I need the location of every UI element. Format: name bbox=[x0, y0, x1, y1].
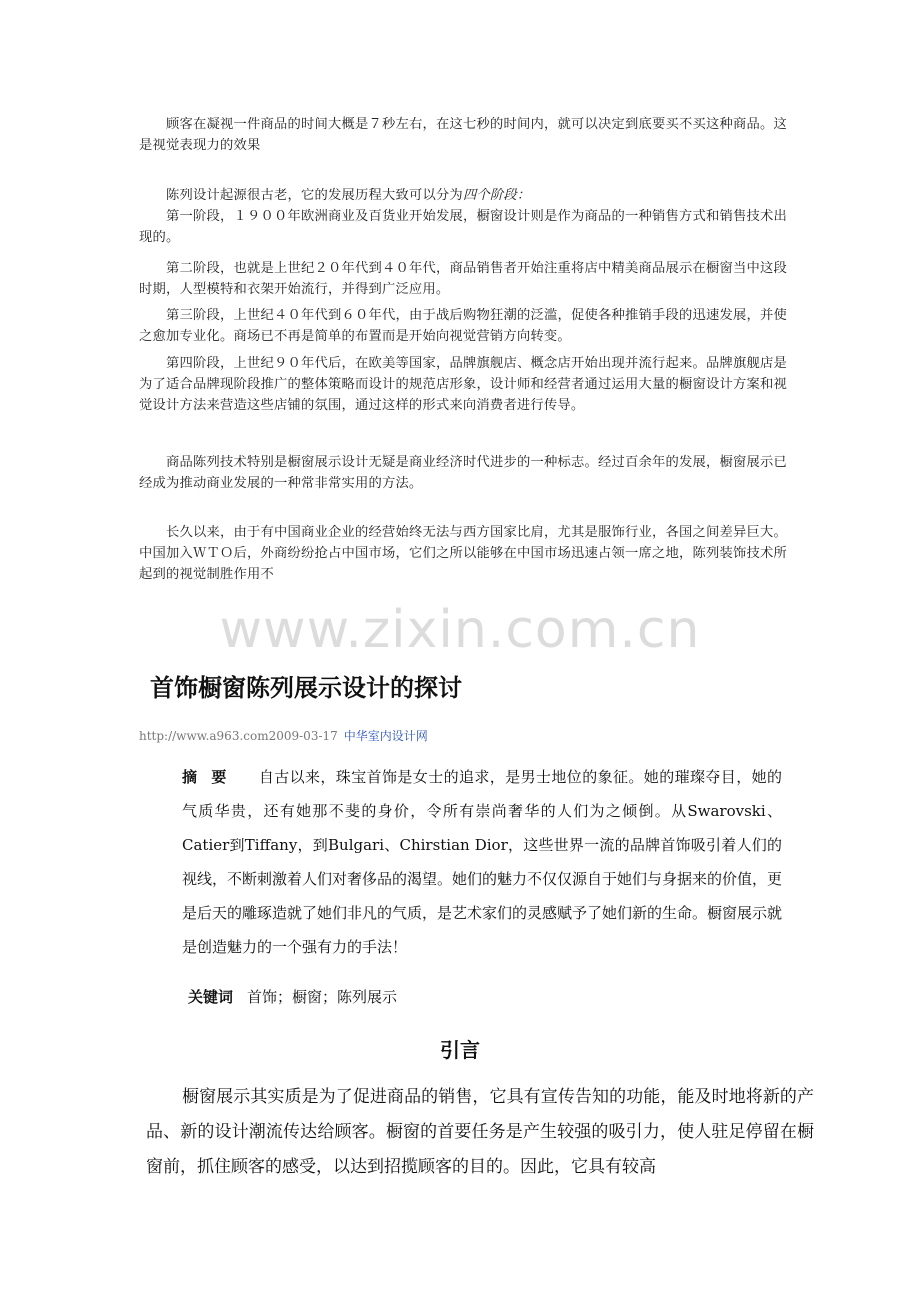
keywords-label: 关键词 bbox=[188, 988, 234, 1006]
paragraph-stage-3: 第三阶段，上世纪４０年代到６０年代，由于战后购物狂潮的泛滥，促使各种推销手段的迅速发展，并使之愈加专业化。商场已不再是简单的布置而是开始向视觉营销方向转变。 bbox=[139, 308, 787, 344]
article-source bbox=[139, 727, 428, 744]
stages-intro-text: 陈列设计起源很古老，它的发展历程大致可以分为 bbox=[166, 188, 463, 203]
section-title-introduction: 引言 bbox=[440, 1038, 480, 1062]
abstract-text: 自古以来，珠宝首饰是女士的追求，是男士地位的象征。她的璀璨夺目，她的气质华贵，还有她那不斐的身价，令所有崇尚奢华的人们为之倾倒。从Swarovski、Catier到Tiffany，到Bulgari、Chirstian Dior，这些世界一流的品牌首饰吸引着人们的视线，不断刺激着人们对奢侈品的渴望。她们的魅力不仅仅源自于她们与身据来的价值，更是后天的雕琢造就了她们非凡的气质，是艺术家们的灵感赋予了她们新的生命。橱窗展示就是创造魅力的一个强有力的手法！ bbox=[182, 768, 783, 956]
paragraph-window-display: 商品陈列技术特别是橱窗展示设计无疑是商业经济时代进步的一种标志。经过百余年的发展，橱窗展示已经成为推动商业发展的一种常非常实用的方法。 bbox=[139, 455, 787, 491]
paragraph-stages-intro bbox=[139, 185, 787, 206]
paragraph-stage-1: 第一阶段，１９００年欧洲商业及百货业开始发展，橱窗设计则是作为商品的一种销售方式和销售技术出现的。 bbox=[139, 209, 787, 245]
keywords bbox=[188, 986, 397, 1007]
keywords-text: 首饰；橱窗；陈列展示 bbox=[247, 988, 398, 1006]
stages-italic-text: 四个阶段： bbox=[462, 188, 531, 203]
intro-paragraph: 橱窗展示其实质是为了促进商品的销售，它具有宣传告知的功能，能及时地将新的产品、新的设计潮流传达给顾客。橱窗的首要任务是产生较强的吸引力，使人驻足停留在橱窗前，抓住顾客的感受，以达到招揽顾客的目的。因此，它具有较高 bbox=[146, 1087, 814, 1177]
paragraph-stage-2: 第二阶段，也就是上世纪２０年代到４０年代，商品销售者开始注重将店中精美商品展示在橱窗当中这段时期，人型模特和衣架开始流行，并得到广泛应用。 bbox=[139, 261, 787, 297]
watermark: www.zixin.com.cn bbox=[219, 600, 701, 660]
abstract bbox=[182, 760, 782, 964]
paragraph-stage-4: 第四阶段，上世纪９０年代后，在欧美等国家，品牌旗舰店、概念店开始出现并流行起来。品牌旗舰店是为了适合品牌现阶段推广的整体策略而设计的规范店形象，设计师和经营者通过运用大量的橱窗设计方案和视觉设计方法来营造这些店铺的氛围，通过这样的形式来向消费者进行传导。 bbox=[139, 356, 787, 413]
paragraph-seven-seconds: 顾客在凝视一件商品的时间大概是７秒左右，在这七秒的时间内，就可以决定到底要买不买这种商品。这是视觉表现力的效果 bbox=[139, 117, 787, 153]
abstract-label: 摘要 bbox=[182, 768, 241, 786]
article-title: 首饰橱窗陈列展示设计的探讨 bbox=[150, 674, 462, 702]
paragraph-china-wto: 长久以来，由于有中国商业企业的经营始终无法与西方国家比肩，尤其是服饰行业，各国之间差异巨大。中国加入ＷＴＯ后，外商纷纷抢占中国市场，它们之所以能够在中国市场迅速占领一席之地，陈列装饰技术所起到的视觉制胜作用不 bbox=[139, 525, 787, 582]
source-site-link[interactable]: 中华室内设计网 bbox=[343, 729, 428, 743]
source-url-date: http://www.a963.com2009-03-17 bbox=[139, 729, 338, 743]
